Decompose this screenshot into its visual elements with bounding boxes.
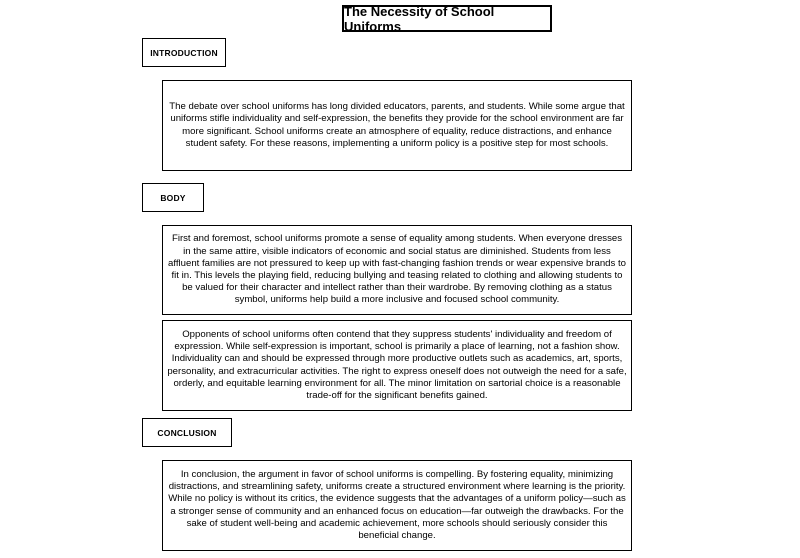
conclusion-paragraph-box bbox=[162, 460, 632, 551]
body-label-box bbox=[142, 183, 204, 212]
conclusion-paragraph: In conclusion, the argument in favor of school uniforms is compelling. By fostering equality, minimizing distractions, and streamlining safety, uniforms create a structured environment where learning is the priority. While no policy is without its critics, the evidence suggests that the advantages of a uniform policy—such as a stronger sense of community and an enhanced focus on education—far outweigh the drawbacks. For the sake of student well-being and academic achievement, more schools should seriously consider this beneficial change. bbox=[168, 468, 626, 541]
body-paragraph-1-box bbox=[162, 225, 632, 315]
body-paragraph-2: Opponents of school uniforms often contend that they suppress students' individuality and freedom of expression. While self-expression is important, school is primarily a place of learning, not a fashion show. Individuality can and should be expressed through more productive outlets such as academics, art, sports, personality, and extracurricular activities. The right to express oneself does not outweigh the need for a safe, orderly, and equitable learning environment for all. The minor limitation on sartorial choice is a reasonable trade-off for the significant benefits gained. bbox=[167, 328, 627, 401]
body-label: BODY bbox=[160, 192, 186, 203]
introduction-label-box bbox=[142, 38, 226, 67]
introduction-paragraph-box bbox=[162, 80, 632, 171]
page-title-text: The Necessity of School Uniforms bbox=[344, 3, 495, 34]
conclusion-label-box bbox=[142, 418, 232, 447]
body-paragraph-1: First and foremost, school uniforms promote a sense of equality among students. When everyone dresses in the same attire, visible indicators of economic and social status are diminished. Students from less affluent families are not pressured to keep up with fast-changing fashion trends or wear expensive brands to fit in. This levels the playing field, reducing bullying and teasing related to clothing and allowing students to be valued for their character and intellect rather than their wardrobe. By removing clothing as a status symbol, uniforms help build a more inclusive and focused school community. bbox=[168, 233, 626, 306]
introduction-label: INTRODUCTION bbox=[150, 47, 218, 58]
conclusion-label: CONCLUSION bbox=[157, 427, 217, 438]
page-title bbox=[342, 5, 552, 32]
introduction-paragraph: The debate over school uniforms has long divided educators, parents, and students. While some argue that uniforms stifle individuality and self-expression, the benefits they provide for the school environment are far more significant. School uniforms create an atmosphere of equality, reduce distractions, and enhance student safety. For these reasons, implementing a uniform policy is a positive step for most schools. bbox=[169, 101, 625, 149]
body-paragraph-2-box bbox=[162, 320, 632, 411]
